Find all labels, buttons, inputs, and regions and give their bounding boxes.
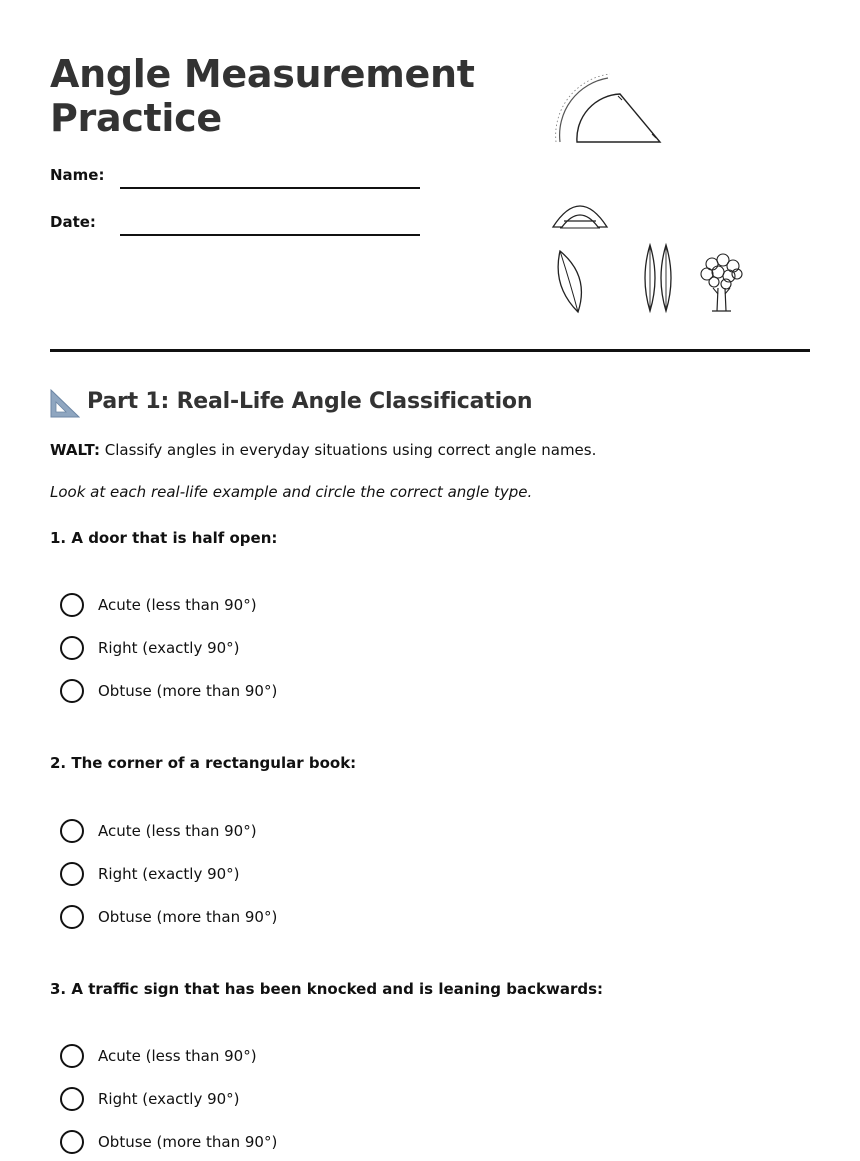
tree-icon — [696, 250, 746, 314]
option-label: Acute (less than 90°) — [98, 596, 257, 614]
question-1: 1. A door that is half open: — [50, 529, 278, 547]
question-1-option-acute[interactable] — [60, 592, 257, 618]
radio-circle[interactable] — [60, 819, 84, 843]
radio-circle[interactable] — [60, 679, 84, 703]
radio-circle[interactable] — [60, 1130, 84, 1154]
question-3-option-obtuse[interactable] — [60, 1129, 277, 1155]
protractor-icon — [552, 72, 664, 148]
option-label: Acute (less than 90°) — [98, 1047, 257, 1065]
option-label: Right (exactly 90°) — [98, 1090, 240, 1108]
radio-circle[interactable] — [60, 593, 84, 617]
option-label: Acute (less than 90°) — [98, 822, 257, 840]
date-field[interactable] — [120, 234, 420, 236]
option-label: Obtuse (more than 90°) — [98, 908, 278, 926]
question-2-option-acute[interactable] — [60, 818, 257, 844]
radio-circle[interactable] — [60, 1087, 84, 1111]
question-1-option-obtuse[interactable] — [60, 678, 277, 704]
set-square-icon — [50, 388, 80, 418]
walt-label: WALT: — [50, 441, 100, 459]
name-field[interactable] — [120, 187, 420, 189]
name-label: Name: — [50, 166, 105, 184]
option-label: Right (exactly 90°) — [98, 639, 240, 657]
walt-objective — [50, 441, 596, 459]
leaf-icon — [554, 246, 588, 316]
question-3: 3. A traffic sign that has been knocked and is leaning backwards: — [50, 980, 604, 998]
triangle-icon — [550, 193, 610, 231]
radio-circle[interactable] — [60, 905, 84, 929]
question-2-option-obtuse[interactable] — [60, 904, 277, 930]
walt-text: Classify angles in everyday situations using correct angle names. — [99, 441, 597, 459]
question-3-option-right[interactable] — [60, 1086, 240, 1112]
question-2-option-right[interactable] — [60, 861, 240, 887]
option-label: Obtuse (more than 90°) — [98, 1133, 278, 1151]
radio-circle[interactable] — [60, 1044, 84, 1068]
question-3-option-acute[interactable] — [60, 1043, 257, 1069]
double-leaf-icon — [638, 242, 680, 314]
question-2: 2. The corner of a rectangular book: — [50, 754, 357, 772]
section-title: Part 1: Real-Life Angle Classification — [87, 389, 533, 414]
option-label: Right (exactly 90°) — [98, 865, 240, 883]
instruction-text: Look at each real-life example and circle the correct angle type. — [50, 483, 533, 501]
radio-circle[interactable] — [60, 636, 84, 660]
section-divider — [50, 349, 810, 352]
radio-circle[interactable] — [60, 862, 84, 886]
page-title: Angle Measurement Practice — [50, 52, 475, 140]
option-label: Obtuse (more than 90°) — [98, 682, 278, 700]
question-1-option-right[interactable] — [60, 635, 240, 661]
date-label: Date: — [50, 213, 96, 231]
